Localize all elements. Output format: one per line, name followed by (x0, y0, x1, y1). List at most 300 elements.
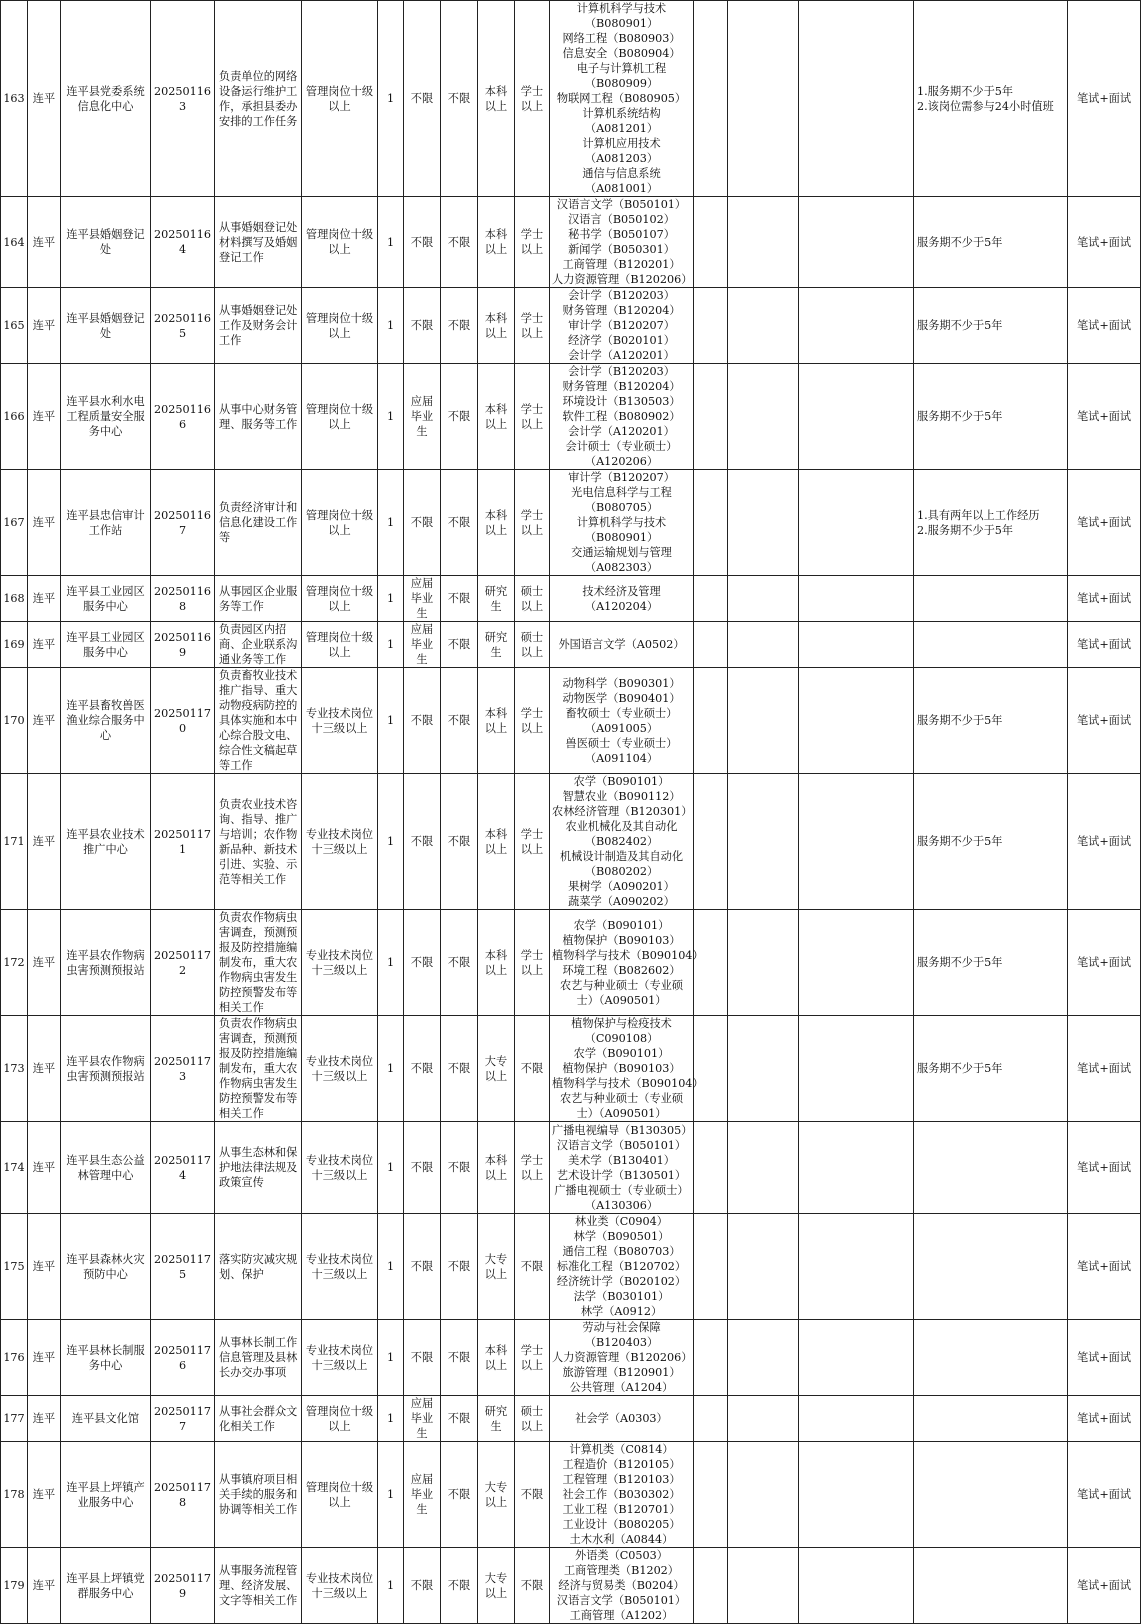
degree-cell: 学士以上 (515, 1320, 550, 1396)
target-cell: 不限 (404, 197, 441, 288)
note-line: 2.该岗位需参与24小时值班 (917, 99, 1054, 113)
major-requirement-cell (550, 1214, 694, 1320)
degree-cell: 学士以上 (515, 470, 550, 576)
table-row (1, 470, 1141, 576)
table-row (1, 1016, 1141, 1122)
empty-cell-a (694, 622, 728, 668)
exam-method-cell: 笔试+面试 (1068, 1122, 1141, 1214)
major-line: （C090108） (584, 1032, 659, 1045)
post-level-cell: 专业技术岗位十三级以上 (302, 1122, 378, 1214)
post-level-cell: 专业技术岗位十三级以上 (302, 774, 378, 910)
post-code-cell: 202501168 (151, 576, 215, 622)
exam-method-cell: 笔试+面试 (1068, 622, 1141, 668)
table-row (1, 1122, 1141, 1214)
empty-cell-c (799, 1548, 914, 1624)
post-level-cell: 管理岗位十级以上 (302, 470, 378, 576)
empty-cell-b (728, 1320, 799, 1396)
unit-name-cell: 连平县工业园区服务中心 (61, 622, 151, 668)
target-cell: 应届毕业生 (404, 622, 441, 668)
major-requirement-cell (550, 774, 694, 910)
table-row (1, 668, 1141, 774)
notes-cell (914, 1442, 1068, 1548)
major-line: 动物医学（B090401） (562, 691, 681, 705)
major-line: 林学（B090501） (573, 1230, 670, 1243)
empty-cell-c (799, 1320, 914, 1396)
post-level-cell: 管理岗位十级以上 (302, 1, 378, 197)
education-cell: 大专以上 (478, 1214, 515, 1320)
table-row (1, 1214, 1141, 1320)
exam-method-cell: 笔试+面试 (1068, 197, 1141, 288)
major-line: 植物科学与技术（B090104） (552, 948, 704, 962)
major-line: 工程管理（B120103） (562, 1473, 681, 1486)
major-line: 蔬菜学（A090202） (568, 895, 675, 908)
major-line: 农学（B090101） (573, 775, 670, 788)
major-line: （B082402） (584, 835, 659, 848)
post-level-cell: 管理岗位十级以上 (302, 576, 378, 622)
major-line: 经济与贸易类（B0204） (558, 1579, 685, 1592)
headcount-cell: 1 (378, 668, 404, 774)
post-code-cell: 202501178 (151, 1442, 215, 1548)
post-level-cell: 专业技术岗位十三级以上 (302, 1548, 378, 1624)
headcount-cell: 1 (378, 470, 404, 576)
exam-method-cell: 笔试+面试 (1068, 668, 1141, 774)
note-line: 服务期不少于5年 (917, 235, 1003, 249)
table-row (1, 576, 1141, 622)
notes-cell (914, 1548, 1068, 1624)
target-cell: 不限 (404, 1548, 441, 1624)
table-row (1, 622, 1141, 668)
major-line: 财务管理（B120204） (562, 380, 681, 393)
unit-name-cell: 连平县农作物病虫害预测预报站 (61, 1016, 151, 1122)
major-line: 计算机应用技术 (582, 137, 661, 150)
degree-cell: 学士以上 (515, 288, 550, 364)
age-cell: 不限 (441, 1214, 478, 1320)
empty-cell-b (728, 1396, 799, 1442)
exam-method-cell: 笔试+面试 (1068, 774, 1141, 910)
empty-cell-b (728, 364, 799, 470)
post-level-cell: 管理岗位十级以上 (302, 364, 378, 470)
unit-name-cell: 连平县工业园区服务中心 (61, 576, 151, 622)
target-cell: 不限 (404, 288, 441, 364)
empty-cell-a (694, 774, 728, 910)
empty-cell-c (799, 197, 914, 288)
major-line: 农学（B090101） (573, 918, 670, 932)
target-cell: 不限 (404, 1016, 441, 1122)
post-level-cell: 管理岗位十级以上 (302, 622, 378, 668)
major-line: （A091005） (584, 721, 659, 735)
empty-cell-a (694, 288, 728, 364)
major-line: 动物科学（B090301） (562, 676, 681, 690)
unit-name-cell: 连平县上坪镇产业服务中心 (61, 1442, 151, 1548)
major-line: （A082303） (584, 561, 659, 574)
post-level-cell: 专业技术岗位十三级以上 (302, 1320, 378, 1396)
empty-cell-c (799, 774, 914, 910)
major-line: 果树学（A090201） (568, 880, 675, 893)
degree-cell: 学士以上 (515, 910, 550, 1016)
empty-cell-a (694, 576, 728, 622)
duty-cell: 负责单位的网络设备运行维护工作，承担县委办安排的工作任务 (215, 1, 302, 197)
major-requirement-cell (550, 364, 694, 470)
major-line: 汉语言文学（B050101） (556, 1138, 687, 1152)
age-cell: 不限 (441, 622, 478, 668)
degree-cell: 不限 (515, 1442, 550, 1548)
education-cell: 本科以上 (478, 668, 515, 774)
headcount-cell: 1 (378, 1396, 404, 1442)
age-cell: 不限 (441, 910, 478, 1016)
post-code-cell: 202501179 (151, 1548, 215, 1624)
note-line: 服务期不少于5年 (917, 319, 1003, 332)
empty-cell-a (694, 910, 728, 1016)
unit-name-cell: 连平县森林火灾预防中心 (61, 1214, 151, 1320)
education-cell: 本科以上 (478, 1122, 515, 1214)
empty-cell-c (799, 1396, 914, 1442)
serial-number-cell: 168 (1, 576, 28, 622)
serial-number-cell: 176 (1, 1320, 28, 1396)
empty-cell-c (799, 1016, 914, 1122)
empty-cell-a (694, 197, 728, 288)
education-cell: 研究生 (478, 622, 515, 668)
exam-method-cell: 笔试+面试 (1068, 576, 1141, 622)
major-line: 计算机科学与技术 (576, 516, 667, 529)
empty-cell-a (694, 1396, 728, 1442)
major-line: 美术学（B130401） (568, 1153, 675, 1167)
county-cell: 连平 (28, 288, 61, 364)
major-line: 植物保护（B090103） (562, 1062, 681, 1075)
headcount-cell: 1 (378, 1, 404, 197)
notes-cell (914, 668, 1068, 774)
headcount-cell: 1 (378, 197, 404, 288)
major-line: （A120204） (584, 599, 659, 613)
note-line: 1.具有两年以上工作经历 (917, 508, 1040, 522)
degree-cell: 硕士以上 (515, 576, 550, 622)
major-line: （A130306） (584, 1198, 659, 1212)
major-line: 农林经济管理（B120301） (552, 805, 693, 818)
headcount-cell: 1 (378, 1122, 404, 1214)
major-line: 会计学（B120203） (568, 289, 675, 302)
headcount-cell: 1 (378, 910, 404, 1016)
major-requirement-cell (550, 470, 694, 576)
major-line: 士）（A090501） (576, 993, 667, 1007)
exam-method-cell: 笔试+面试 (1068, 1548, 1141, 1624)
empty-cell-c (799, 364, 914, 470)
serial-number-cell: 177 (1, 1396, 28, 1442)
post-code-cell: 202501166 (151, 364, 215, 470)
target-cell: 应届毕业生 (404, 576, 441, 622)
major-line: 秘书学（B050107） (568, 228, 675, 241)
major-line: 农学（B090101） (573, 1047, 670, 1060)
target-cell: 应届毕业生 (404, 364, 441, 470)
table-row (1, 364, 1141, 470)
unit-name-cell: 连平县畜牧兽医渔业综合服务中心 (61, 668, 151, 774)
age-cell: 不限 (441, 1548, 478, 1624)
major-line: （A081203） (584, 152, 659, 165)
major-line: 社会工作（B030302） (562, 1488, 681, 1501)
age-cell: 不限 (441, 1, 478, 197)
table-body (1, 1, 1141, 1624)
unit-name-cell: 连平县婚姻登记处 (61, 288, 151, 364)
table-row (1, 774, 1141, 910)
target-cell: 应届毕业生 (404, 1396, 441, 1442)
major-line: 会计学（A120201） (568, 349, 675, 362)
major-line: 审计学（B120207） (568, 471, 675, 484)
county-cell: 连平 (28, 1442, 61, 1548)
exam-method-cell: 笔试+面试 (1068, 910, 1141, 1016)
major-line: 工业设计（B080205） (562, 1518, 681, 1531)
major-requirement-cell (550, 910, 704, 1016)
headcount-cell: 1 (378, 1016, 404, 1122)
county-cell: 连平 (28, 668, 61, 774)
headcount-cell: 1 (378, 576, 404, 622)
major-line: 软件工程（B080902） (562, 410, 681, 423)
target-cell: 不限 (404, 910, 441, 1016)
major-line: 环境设计（B130503） (562, 395, 681, 408)
major-line: 汉语言文学（B050101） (556, 1594, 687, 1607)
empty-cell-b (728, 1442, 799, 1548)
age-cell: 不限 (441, 288, 478, 364)
empty-cell-a (694, 1, 728, 197)
major-line: 光电信息科学与工程 (571, 486, 672, 499)
major-line: 农业机械化及其自动化 (565, 820, 678, 833)
exam-method-cell: 笔试+面试 (1068, 1396, 1141, 1442)
notes-cell (914, 1214, 1068, 1320)
duty-cell: 从事中心财务管理、服务等工作 (215, 364, 302, 470)
post-code-cell: 202501170 (151, 668, 215, 774)
education-cell: 本科以上 (478, 774, 515, 910)
major-line: 财务管理（B120204） (562, 304, 681, 317)
major-line: 电子与计算机工程 (576, 62, 667, 75)
empty-cell-c (799, 668, 914, 774)
degree-cell: 硕士以上 (515, 1396, 550, 1442)
duty-cell: 从事婚姻登记处材料撰写及婚姻登记工作 (215, 197, 302, 288)
note-line: 1.服务期不少于5年 (917, 84, 1014, 98)
duty-cell: 负责农作物病虫害调查，预测预报及防控措施编制发布，重大农作物病虫害发生防控预警发布等相关工作 (215, 1016, 302, 1122)
post-level-cell: 专业技术岗位十三级以上 (302, 1016, 378, 1122)
county-cell: 连平 (28, 1122, 61, 1214)
major-line: 技术经济及管理 (582, 584, 661, 598)
post-level-cell: 专业技术岗位十三级以上 (302, 910, 378, 1016)
major-requirement-cell (550, 1016, 704, 1122)
notes-cell (914, 1122, 1068, 1214)
age-cell: 不限 (441, 364, 478, 470)
education-cell: 大专以上 (478, 1548, 515, 1624)
unit-name-cell: 连平县农业技术推广中心 (61, 774, 151, 910)
major-line: （B080202） (584, 865, 659, 878)
unit-name-cell: 连平县文化馆 (61, 1396, 151, 1442)
degree-cell: 不限 (515, 1016, 550, 1122)
degree-cell: 学士以上 (515, 197, 550, 288)
education-cell: 本科以上 (478, 288, 515, 364)
unit-name-cell: 连平县忠信审计工作站 (61, 470, 151, 576)
target-cell: 不限 (404, 1214, 441, 1320)
serial-number-cell: 170 (1, 668, 28, 774)
major-line: 士）（A090501） (576, 1107, 667, 1120)
major-requirement-cell (550, 288, 694, 364)
exam-method-cell: 笔试+面试 (1068, 364, 1141, 470)
county-cell: 连平 (28, 910, 61, 1016)
duty-cell: 负责农业技术咨询、指导、推广与培训；农作物新品种、新技术引进、实验、示范等相关工作 (215, 774, 302, 910)
degree-cell: 硕士以上 (515, 622, 550, 668)
duty-cell: 负责畜牧业技术推广指导、重大动物疫病防控的具体实施和本中心综合股文电、综合性文稿起草等工作 (215, 668, 302, 774)
exam-method-cell: 笔试+面试 (1068, 1, 1141, 197)
major-line: 工商管理（A1202） (569, 1609, 674, 1622)
empty-cell-b (728, 1122, 799, 1214)
major-line: 经济学（B020101） (568, 334, 675, 347)
major-line: （A081001） (584, 182, 659, 195)
table-row (1, 1442, 1141, 1548)
target-cell: 不限 (404, 774, 441, 910)
unit-name-cell: 连平县水利水电工程质量安全服务中心 (61, 364, 151, 470)
empty-cell-a (694, 1442, 728, 1548)
county-cell: 连平 (28, 1320, 61, 1396)
major-requirement-cell (550, 1396, 694, 1442)
duty-cell: 负责农作物病虫害调查，预测预报及防控措施编制发布，重大农作物病虫害发生防控预警发布等相关工作 (215, 910, 302, 1016)
major-line: 林学（A0912） (580, 1305, 663, 1318)
headcount-cell: 1 (378, 1548, 404, 1624)
notes-cell (914, 1396, 1068, 1442)
major-line: 会计学（A120201） (568, 425, 675, 438)
notes-cell (914, 774, 1068, 910)
empty-cell-c (799, 1214, 914, 1320)
serial-number-cell: 174 (1, 1122, 28, 1214)
major-line: 会计学（B120203） (568, 365, 675, 378)
serial-number-cell: 173 (1, 1016, 28, 1122)
age-cell: 不限 (441, 668, 478, 774)
major-line: 机械设计制造及其自动化 (559, 850, 684, 863)
post-code-cell: 202501175 (151, 1214, 215, 1320)
post-code-cell: 202501171 (151, 774, 215, 910)
exam-method-cell: 笔试+面试 (1068, 470, 1141, 576)
target-cell: 不限 (404, 668, 441, 774)
post-code-cell: 202501176 (151, 1320, 215, 1396)
county-cell: 连平 (28, 1396, 61, 1442)
note-line: 服务期不少于5年 (917, 1062, 1003, 1075)
empty-cell-b (728, 288, 799, 364)
major-line: 畜牧硕士（专业硕士） (565, 706, 678, 720)
empty-cell-b (728, 576, 799, 622)
major-requirement-cell (550, 197, 694, 288)
notes-cell (914, 364, 1068, 470)
empty-cell-b (728, 1016, 799, 1122)
major-requirement-cell (550, 622, 694, 668)
serial-number-cell: 166 (1, 364, 28, 470)
major-line: （A120206） (584, 455, 659, 468)
headcount-cell: 1 (378, 1442, 404, 1548)
county-cell: 连平 (28, 1214, 61, 1320)
degree-cell: 学士以上 (515, 364, 550, 470)
notes-cell (914, 288, 1068, 364)
empty-cell-c (799, 910, 914, 1016)
duty-cell: 从事服务流程管理、经济发展、文字等相关工作 (215, 1548, 302, 1624)
major-line: 汉语言（B050102） (568, 213, 675, 226)
empty-cell-b (728, 470, 799, 576)
empty-cell-c (799, 1122, 914, 1214)
empty-cell-a (694, 1214, 728, 1320)
duty-cell: 落实防灾减灾规划、保护 (215, 1214, 302, 1320)
notes-cell (914, 1, 1068, 197)
post-level-cell: 专业技术岗位十三级以上 (302, 668, 378, 774)
post-code-cell: 202501172 (151, 910, 215, 1016)
major-line: 广播电视硕士（专业硕士） (554, 1183, 689, 1197)
major-requirement-cell (550, 576, 694, 622)
note-line: 服务期不少于5年 (917, 835, 1003, 848)
duty-cell: 从事社会群众文化相关工作 (215, 1396, 302, 1442)
empty-cell-c (799, 576, 914, 622)
major-line: 植物保护与检疫技术 (571, 1017, 672, 1030)
headcount-cell: 1 (378, 774, 404, 910)
major-line: （A081201） (584, 122, 659, 135)
exam-method-cell: 笔试+面试 (1068, 1320, 1141, 1396)
county-cell: 连平 (28, 197, 61, 288)
duty-cell: 负责经济审计和信息化建设工作等 (215, 470, 302, 576)
major-line: 通信与信息系统 (582, 167, 661, 180)
table-row (1, 910, 1141, 1016)
post-code-cell: 202501164 (151, 197, 215, 288)
empty-cell-c (799, 1442, 914, 1548)
serial-number-cell: 171 (1, 774, 28, 910)
degree-cell: 学士以上 (515, 1, 550, 197)
major-line: 计算机科学与技术 (576, 2, 667, 15)
duty-cell: 从事园区企业服务等工作 (215, 576, 302, 622)
serial-number-cell: 179 (1, 1548, 28, 1624)
exam-method-cell: 笔试+面试 (1068, 1016, 1141, 1122)
county-cell: 连平 (28, 364, 61, 470)
education-cell: 本科以上 (478, 1320, 515, 1396)
age-cell: 不限 (441, 1442, 478, 1548)
post-code-cell: 202501173 (151, 1016, 215, 1122)
empty-cell-b (728, 622, 799, 668)
major-line: 工商管理（B120201） (562, 258, 681, 271)
duty-cell: 负责园区内招商、企业联系沟通业务等工作 (215, 622, 302, 668)
empty-cell-b (728, 668, 799, 774)
county-cell: 连平 (28, 1016, 61, 1122)
post-code-cell: 202501177 (151, 1396, 215, 1442)
note-line: 服务期不少于5年 (917, 410, 1003, 423)
post-code-cell: 202501165 (151, 288, 215, 364)
major-requirement-cell (550, 1320, 694, 1396)
unit-name-cell: 连平县党委系统信息化中心 (61, 1, 151, 197)
table-row (1, 1548, 1141, 1624)
empty-cell-a (694, 668, 728, 774)
serial-number-cell: 165 (1, 288, 28, 364)
duty-cell: 从事林长制工作信息管理及县林长办交办事项 (215, 1320, 302, 1396)
major-line: 外国语言文学（A0502） (558, 638, 685, 651)
empty-cell-a (694, 364, 728, 470)
post-level-cell: 管理岗位十级以上 (302, 1442, 378, 1548)
duty-cell: 从事生态林和保护地法律法规及政策宣传 (215, 1122, 302, 1214)
major-line: 艺术设计学（B130501） (556, 1168, 687, 1182)
major-line: 兽医硕士（专业硕士） (565, 736, 678, 750)
county-cell: 连平 (28, 1, 61, 197)
education-cell: 本科以上 (478, 910, 515, 1016)
table-row (1, 1, 1141, 197)
major-requirement-cell (550, 668, 694, 774)
notes-cell (914, 622, 1068, 668)
notes-cell (914, 470, 1068, 576)
headcount-cell: 1 (378, 364, 404, 470)
major-line: （B080705） (584, 501, 659, 514)
notes-cell (914, 197, 1068, 288)
age-cell: 不限 (441, 1320, 478, 1396)
county-cell: 连平 (28, 1548, 61, 1624)
empty-cell-b (728, 910, 799, 1016)
age-cell: 不限 (441, 1016, 478, 1122)
major-line: 计算机系统结构 (582, 107, 661, 120)
headcount-cell: 1 (378, 1320, 404, 1396)
empty-cell-b (728, 1214, 799, 1320)
empty-cell-b (728, 774, 799, 910)
major-line: 广播电视编导（B130305） (552, 1123, 693, 1137)
headcount-cell: 1 (378, 622, 404, 668)
